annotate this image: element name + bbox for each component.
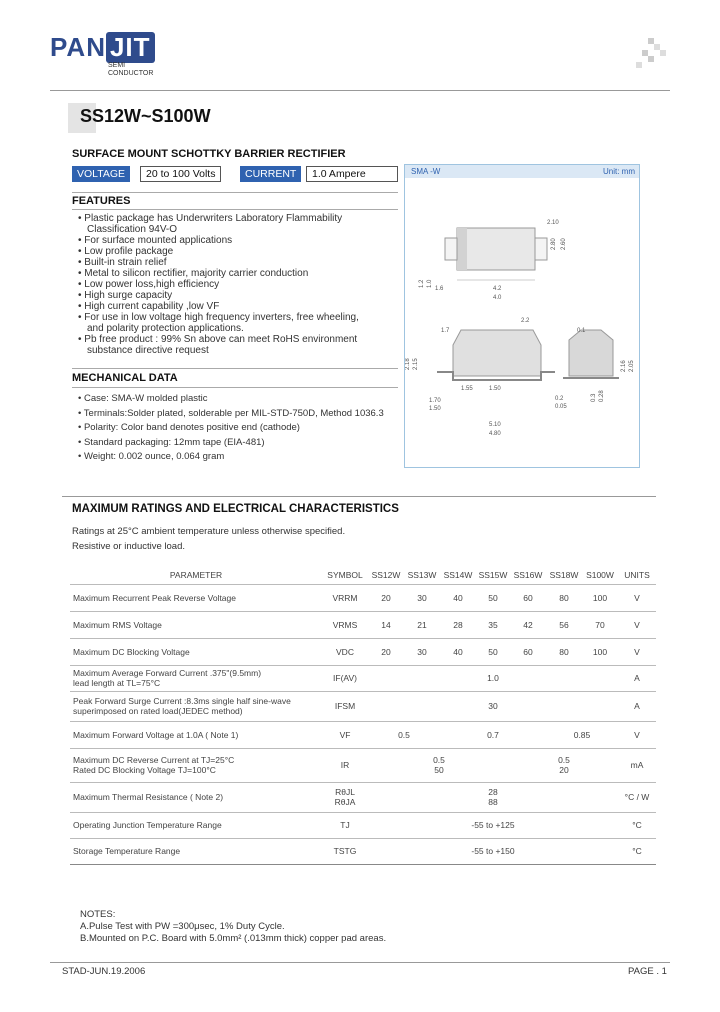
dim-bot-17: 0.1 bbox=[577, 328, 586, 334]
dim-bot-10: 0.2 bbox=[555, 396, 564, 402]
current-value: 1.0 Ampere bbox=[306, 166, 398, 182]
list-item: • For use in low voltage high frequency inverters, free wheeling, and polarity protection applications. bbox=[78, 312, 359, 334]
table-row: Maximum RMS Voltage VRMS 14 21 28 35 42 56 70 V bbox=[70, 611, 656, 638]
table-row: Maximum Thermal Resistance ( Note 2) RθJL RθJA 28 88 °C / W bbox=[70, 782, 656, 812]
lead-left bbox=[445, 238, 457, 260]
package-drawing bbox=[405, 180, 639, 460]
col-parameter: PARAMETER bbox=[70, 566, 322, 584]
dim-top-8: 1.0 bbox=[427, 279, 433, 288]
table-row: Maximum DC Reverse Current at TJ=25°C Rated DC Blocking Voltage TJ=100°C IR 0.5 50 0.5 20 mA bbox=[70, 748, 656, 782]
dim-bot-4: 1.70 bbox=[429, 398, 441, 404]
package-panel-header bbox=[405, 165, 639, 178]
table-row: Maximum Forward Voltage at 1.0A ( Note 1) VF 0.5 0.7 0.85 V bbox=[70, 721, 656, 748]
page-title: SS12W~S100W bbox=[80, 106, 211, 126]
col-ss12w: SS12W bbox=[368, 566, 404, 584]
header-divider bbox=[50, 90, 670, 91]
table-row: Maximum Average Forward Current .375"(9.5mm) lead length at TL=75°C IF(AV) 1.0 A bbox=[70, 665, 656, 691]
lead-right bbox=[535, 238, 547, 260]
logo-main: PAN bbox=[50, 32, 106, 62]
col-ss16w: SS16W bbox=[510, 566, 546, 584]
dim-bot-13: 2.16 bbox=[621, 360, 627, 372]
list-item: • Standard packaging: 12mm tape (EIA-481) bbox=[78, 436, 265, 448]
col-symbol: SYMBOL bbox=[322, 566, 368, 584]
ratings-heading: MAXIMUM RATINGS AND ELECTRICAL CHARACTERISTICS bbox=[72, 503, 399, 515]
list-item: • High surge capacity bbox=[78, 290, 173, 301]
table-row: Storage Temperature Range TSTG -55 to +150 °C bbox=[70, 838, 656, 864]
current-label: CURRENT bbox=[240, 166, 301, 182]
brand-logo bbox=[50, 32, 155, 63]
mechanical-list bbox=[78, 392, 398, 465]
mechanical-bottom-rule bbox=[72, 387, 398, 388]
decorative-squares-icon bbox=[636, 38, 666, 68]
table-row: Maximum DC Blocking Voltage VDC 20 30 40 50 60 80 100 V bbox=[70, 638, 656, 665]
dim-bot-14: 2.05 bbox=[629, 360, 635, 372]
footer-date: STAD-JUN.19.2006 bbox=[62, 966, 146, 977]
dim-bot-11: 0.05 bbox=[555, 404, 567, 410]
table-row: Operating Junction Temperature Range TJ -55 to +125 °C bbox=[70, 812, 656, 838]
package-unit: Unit: mm bbox=[603, 167, 635, 176]
list-item: • Terminals:Solder plated, solderable per MIL-STD-750D, Method 1036.3 bbox=[78, 407, 384, 419]
voltage-value: 20 to 100 Volts bbox=[140, 166, 221, 182]
note-a: A.Pulse Test with PW =300μsec, 1% Duty Cycle. bbox=[80, 921, 285, 932]
ratings-note-2: Resistive or inductive load. bbox=[72, 541, 185, 552]
mechanical-heading: MECHANICAL DATA bbox=[72, 372, 178, 384]
dim-top-1: 4.2 bbox=[493, 286, 502, 292]
list-item: • Metal to silicon rectifier, majority carrier conduction bbox=[78, 268, 309, 279]
list-item: • Low power loss,high efficiency bbox=[78, 279, 220, 290]
dim-bot-6: 1.55 bbox=[461, 386, 473, 392]
dim-bot-1: 2.18 bbox=[405, 358, 411, 370]
list-item: • Case: SMA-W molded plastic bbox=[78, 393, 208, 404]
features-bottom-rule bbox=[72, 209, 398, 210]
dim-top-3: 2.10 bbox=[547, 220, 559, 226]
ratings-top-rule bbox=[62, 496, 656, 497]
ratings-table bbox=[70, 566, 656, 865]
list-item: • Built-in strain relief bbox=[78, 257, 167, 268]
list-item: • Weight: 0.002 ounce, 0.064 gram bbox=[78, 451, 225, 463]
logo-sub-2: CONDUCTOR bbox=[108, 70, 154, 77]
dim-bot-3: 1.7 bbox=[441, 328, 450, 334]
dim-bot-15: 0.3 bbox=[591, 393, 597, 402]
table-header-row bbox=[70, 566, 656, 584]
dim-bot-5: 1.50 bbox=[429, 406, 441, 412]
dim-bot-12: 2.2 bbox=[521, 318, 530, 324]
dim-top-5: 2.80 bbox=[551, 238, 557, 250]
mechanical-top-rule bbox=[72, 368, 398, 369]
dim-top-4: 1.6 bbox=[435, 286, 444, 292]
col-ss13w: SS13W bbox=[404, 566, 440, 584]
notes-title: NOTES: bbox=[80, 909, 116, 920]
list-item: • Plastic package has Underwriters Laboratory Flammability Classification 94V-O bbox=[78, 213, 343, 235]
table-row: Peak Forward Surge Current :8.3ms single half sine-wave superimposed on rated load(JEDEC method) IFSM 30 A bbox=[70, 691, 656, 721]
dim-bot-9: 4.80 bbox=[489, 431, 501, 437]
voltage-label: VOLTAGE bbox=[72, 166, 130, 182]
dim-top-6: 2.60 bbox=[561, 238, 567, 250]
footer-divider bbox=[50, 962, 670, 963]
table-row: Maximum Recurrent Peak Reverse Voltage VRRM 20 30 40 50 60 80 100 V bbox=[70, 584, 656, 611]
package-side-body bbox=[453, 330, 541, 376]
package-name: SMA -W bbox=[411, 167, 441, 176]
col-ss18w: SS18W bbox=[546, 566, 582, 584]
col-ss14w: SS14W bbox=[440, 566, 476, 584]
dim-top-2: 4.0 bbox=[493, 295, 502, 301]
page-number: PAGE . 1 bbox=[628, 966, 667, 977]
dim-top-7: 1.2 bbox=[419, 279, 425, 288]
dim-bot-8: 5.10 bbox=[489, 422, 501, 428]
cathode-band bbox=[457, 228, 467, 270]
page-subtitle: SURFACE MOUNT SCHOTTKY BARRIER RECTIFIER bbox=[72, 148, 346, 160]
list-item: • Pb free product : 99% Sn above can meet RoHS environment substance directive request bbox=[78, 334, 358, 356]
logo-subtext bbox=[108, 62, 153, 78]
package-top-body bbox=[457, 228, 535, 270]
col-s100w: S100W bbox=[582, 566, 618, 584]
note-b: B.Mounted on P.C. Board with 5.0mm² (.013mm thick) copper pad areas. bbox=[80, 933, 387, 944]
list-item: • High current capability ,low VF bbox=[78, 301, 220, 312]
dim-bot-7: 1.50 bbox=[489, 386, 501, 392]
package-end-body bbox=[569, 330, 613, 376]
notes-block bbox=[80, 909, 386, 945]
dim-bot-2: 2.15 bbox=[413, 358, 419, 370]
list-item: • For surface mounted applications bbox=[78, 235, 233, 246]
dim-bot-16: 0.28 bbox=[599, 390, 605, 402]
features-list bbox=[78, 213, 378, 356]
logo-sub-1: SEMI bbox=[108, 62, 126, 69]
col-ss15w: SS15W bbox=[476, 566, 510, 584]
features-top-rule bbox=[72, 192, 398, 193]
col-units: UNITS bbox=[618, 566, 656, 584]
logo-accent: JIT bbox=[106, 32, 155, 63]
list-item: • Low profile package bbox=[78, 246, 174, 257]
list-item: • Polarity: Color band denotes positive end (cathode) bbox=[78, 422, 300, 434]
features-heading: FEATURES bbox=[72, 195, 131, 207]
ratings-note-1: Ratings at 25°C ambient temperature unless otherwise specified. bbox=[72, 526, 346, 537]
